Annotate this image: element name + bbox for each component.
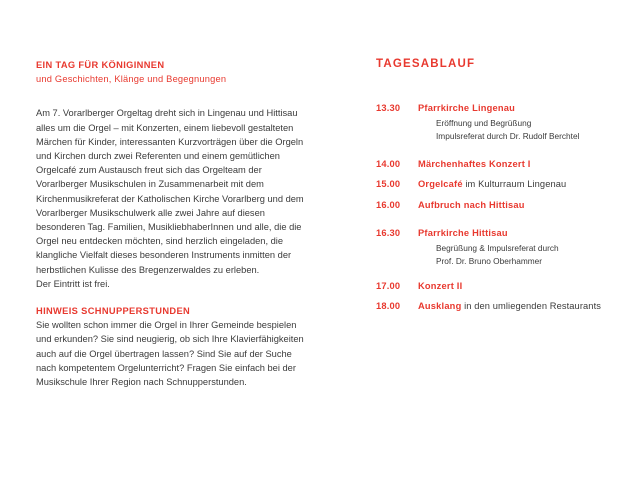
schedule-event-name: Märchenhaftes Konzert I xyxy=(418,158,531,169)
hint-body: Sie wollten schon immer die Orgel in Ihrer Gemeinde bespielen und erkunden? Sie sind neugierig, ob sich Ihre Klavierfähigkeiten auch auf die Orgel übertragen lassen? Sind Sie auf der Suche nach kompetentem Orgelunterricht? Fragen Sie einfach bei der Musikschule Ihrer Region nach Schnupperstunden. xyxy=(36,320,304,388)
schedule-title-text xyxy=(418,100,515,117)
schedule-subline: Eröffnung und Begrüßung xyxy=(436,117,532,128)
schedule-row xyxy=(376,197,626,214)
schedule-title-text xyxy=(418,156,531,173)
intro-paragraph: Am 7. Vorarlberger Orgeltag dreht sich in Lingenau und Hittisau alles um die Orgel – mit Konzerten, einem liebevoll gestalteten Märchen für Kinder, interessanten Kurzvorträgen über die Orgeln und Kirchen durch zwei Referenten und einem gemütlichen Orgelcafé zum Austausch freut sich das Orgelteam der Vorarlberger Musikschulen in Zusammenarbeit mit dem Kirchenmusikreferat der Katholischen Kirche Vorarlberg und dem Vorarlberger Musikschulwerk alle zwei Jahre auf diesen besonderen Tag. Familien, MusikliebhaberInnen und alle, die die Orgel neu entdecken möchten, sind herzlich eingeladen, die klangliche Vielfalt dieses besonderen Instruments inmitten der herbstlichen Kulisse des Bregenzerwaldes zu erleben. xyxy=(36,108,304,275)
schedule-title-text xyxy=(418,197,525,214)
page-subtitle: und Geschichten, Klänge und Begegnungen xyxy=(36,74,227,85)
schedule-subline: Prof. Dr. Bruno Oberhammer xyxy=(436,256,543,266)
spacer xyxy=(36,86,314,106)
list-item xyxy=(376,197,626,214)
schedule-event-name: Orgelcafé xyxy=(418,179,463,189)
spacer xyxy=(376,213,626,225)
list-item xyxy=(376,278,626,295)
schedule-event-name: Ausklang xyxy=(418,301,462,311)
spacer xyxy=(36,291,314,304)
schedule-row xyxy=(376,176,626,193)
schedule-row xyxy=(376,278,626,295)
schedule-time: 14.00 xyxy=(376,158,401,169)
hint-title: HINWEIS SCHNUPPERSTUNDEN xyxy=(36,306,191,317)
schedule-event-suffix: in den umliegenden Restaurants xyxy=(461,301,601,311)
intro-closing: Der Eintritt ist frei. xyxy=(36,278,110,289)
list-item xyxy=(376,298,626,315)
schedule-event-name: Aufbruch nach Hittisau xyxy=(418,199,525,210)
list-item xyxy=(376,176,626,193)
schedule-title-text xyxy=(418,278,462,295)
list-item xyxy=(376,156,626,173)
schedule-time: 17.00 xyxy=(376,280,401,291)
schedule-list xyxy=(376,100,626,315)
right-column xyxy=(376,58,626,315)
left-column xyxy=(36,58,314,389)
schedule-title-text xyxy=(418,298,601,315)
schedule-event-name: Pfarrkirche Hittisau xyxy=(418,228,508,238)
spacer xyxy=(376,144,626,156)
schedule-title: TAGESABLAUF xyxy=(376,58,476,70)
schedule-event-suffix: im Kulturraum Lingenau xyxy=(462,179,567,189)
schedule-time: 16.00 xyxy=(376,199,401,210)
schedule-time: 15.00 xyxy=(376,179,401,189)
schedule-event-name: Konzert II xyxy=(418,280,463,291)
schedule-row xyxy=(376,156,626,173)
list-item xyxy=(376,225,626,269)
schedule-time: 16.30 xyxy=(376,228,401,238)
schedule-time: 13.30 xyxy=(376,103,401,113)
spacer xyxy=(376,269,626,278)
schedule-row xyxy=(376,225,626,242)
page-title: EIN TAG FÜR KÖNIGINNEN xyxy=(36,60,165,70)
schedule-title-text xyxy=(418,176,566,193)
schedule-time: 18.00 xyxy=(376,301,401,311)
schedule-subline: Impulsreferat durch Dr. Rudolf Berchtel xyxy=(436,131,580,141)
schedule-row xyxy=(376,100,626,117)
list-item xyxy=(376,100,626,144)
schedule-event-name: Pfarrkirche Lingenau xyxy=(418,103,515,113)
schedule-subline: Begrüßung & Impulsreferat durch xyxy=(436,242,559,253)
schedule-title-text xyxy=(418,225,508,242)
schedule-row xyxy=(376,298,626,315)
